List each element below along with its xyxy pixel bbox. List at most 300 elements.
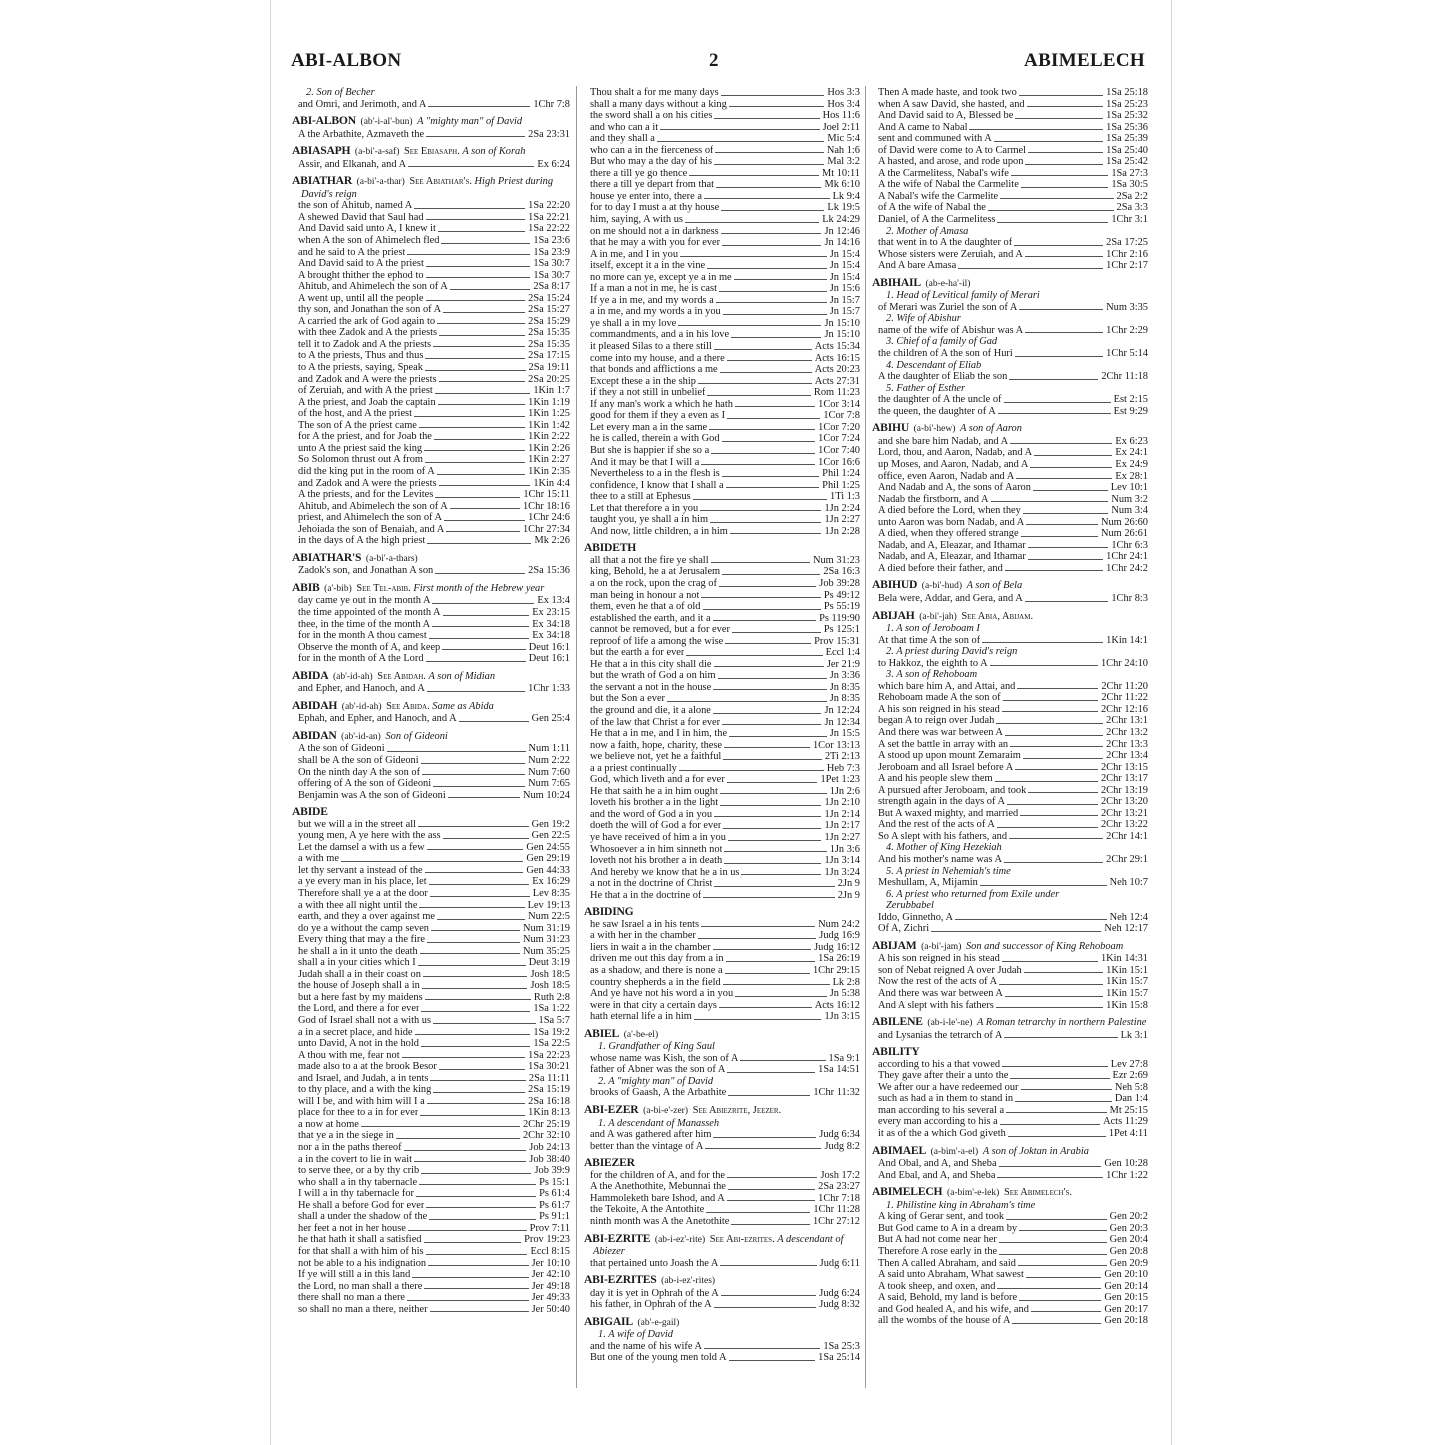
- scripture-reference: 1Chr 24:1: [1106, 551, 1148, 563]
- definition: Son and successor of King Rehoboam: [965, 940, 1124, 952]
- leader-rule: [1021, 536, 1098, 537]
- context-text: commandments, and a in his love: [590, 329, 730, 341]
- reference-line: [584, 410, 860, 422]
- scripture-reference: 2Chr 13:21: [1100, 807, 1148, 819]
- leader-rule: [720, 793, 827, 794]
- context-text: And Ebal, and A, and Sheba: [878, 1169, 996, 1181]
- leader-rule: [414, 416, 525, 417]
- leader-rule: [706, 1212, 810, 1213]
- scripture-reference: 2Chr 13:4: [1106, 750, 1148, 762]
- reference-line: [584, 272, 860, 284]
- context-text: a not in the doctrine of Christ: [590, 878, 713, 890]
- leader-rule: [1020, 815, 1098, 816]
- leader-rule: [723, 984, 830, 985]
- context-text: doeth the will of God a for ever: [590, 820, 722, 832]
- headword: ABIDETH: [584, 541, 637, 555]
- scripture-reference: Ps 91:1: [539, 1211, 570, 1223]
- leader-rule: [1016, 478, 1112, 479]
- context-text: did the king put in the room of A: [298, 465, 435, 477]
- reference-line: [584, 433, 860, 445]
- reference-line: [292, 1177, 570, 1189]
- scripture-reference: Mt 25:15: [1109, 1104, 1148, 1116]
- context-text: and A was gathered after him: [590, 1129, 712, 1141]
- context-text: which bare him A, and Attai, and: [878, 680, 1016, 692]
- reference-line: [872, 122, 1148, 134]
- scripture-reference: Phil 1:25: [822, 479, 860, 491]
- scripture-reference: Ps 61:7: [539, 1199, 570, 1211]
- reference-line: [292, 159, 570, 171]
- leader-rule: [714, 349, 812, 350]
- leader-rule: [1028, 792, 1098, 793]
- scripture-reference: Num 2:22: [528, 754, 570, 766]
- reference-line: [292, 1246, 570, 1258]
- scripture-reference: Gen 44:33: [526, 864, 570, 876]
- concordance-entry: [584, 1157, 860, 1227]
- scripture-reference: 1Chr 11:32: [813, 1087, 860, 1099]
- reference-line: [872, 635, 1148, 647]
- headword: ABIHAIL: [872, 275, 921, 289]
- reference-line: [584, 809, 860, 821]
- entry-heading: [292, 730, 570, 744]
- leader-rule: [735, 406, 815, 407]
- context-text: unto Aaron was born Nadab, and A: [878, 516, 1025, 528]
- reference-line: [292, 1050, 570, 1062]
- reference-line: [584, 1129, 860, 1141]
- context-text: Therefore A rose early in the: [878, 1245, 998, 1257]
- reference-line: [872, 692, 1148, 704]
- scripture-reference: Num 24:2: [818, 918, 860, 930]
- leader-rule: [1019, 309, 1103, 310]
- pronunciation: (a'-be-el): [623, 1029, 659, 1040]
- scripture-reference: 1Kin 15:7: [1106, 976, 1148, 988]
- headword: ABIATHAR: [292, 174, 353, 188]
- context-text: A died, when they offered strange: [878, 528, 1019, 540]
- context-text: taught you, ye shall a in him: [590, 514, 709, 526]
- reference-line: [584, 1087, 860, 1099]
- pronunciation: (a-bi'-jam): [921, 941, 962, 952]
- headword: ABILENE: [872, 1015, 923, 1029]
- headword: ABI-EZRITE: [584, 1231, 651, 1245]
- context-text: A hasted, and arose, and rode upon: [878, 156, 1024, 168]
- leader-rule: [988, 210, 1114, 211]
- entry-heading: [292, 700, 570, 714]
- leader-rule: [716, 187, 821, 188]
- definition: A Roman tetrarchy in northern Palestine: [976, 1017, 1147, 1029]
- sense-label: 1. A son of Jeroboam I: [886, 623, 980, 635]
- scripture-reference: 1Jn 2:27: [824, 514, 860, 526]
- context-text: if they a not still in unbelief: [590, 387, 706, 399]
- reference-line: [292, 524, 570, 536]
- context-text: Nadab, and A, Eleazar, and Ithamar: [878, 551, 1026, 563]
- leader-rule: [421, 1011, 530, 1012]
- leader-rule: [723, 828, 821, 829]
- context-text: the Lord, and there a for ever: [298, 1003, 420, 1015]
- context-text: a now at home: [298, 1118, 359, 1130]
- scripture-reference: 1Chr 24:6: [528, 512, 570, 524]
- context-text: A stood up upon mount Zemaraim: [878, 750, 1021, 762]
- scripture-reference: Acts 16:15: [814, 352, 860, 364]
- sense-label: 2. A priest during David's reign: [886, 646, 1018, 658]
- headword: ABIDE: [292, 805, 328, 819]
- pronunciation: (a-bi-e'-zer): [643, 1106, 689, 1117]
- scripture-reference: Num 22:5: [528, 911, 570, 923]
- scripture-reference: Jer 42:10: [531, 1269, 570, 1281]
- leader-rule: [361, 1126, 520, 1127]
- leader-rule: [426, 277, 531, 278]
- entry-heading: [292, 806, 570, 819]
- reference-line: [584, 774, 860, 786]
- leader-rule: [955, 919, 1107, 920]
- context-text: he that hath it shall a satisfied: [298, 1234, 422, 1246]
- leader-rule: [713, 620, 816, 621]
- reference-line: [584, 578, 860, 590]
- scripture-reference: Job 39:9: [534, 1165, 570, 1177]
- reference-line: [872, 394, 1148, 406]
- scripture-reference: Ps 119:90: [819, 612, 860, 624]
- context-text: And now, little children, a in him: [590, 525, 728, 537]
- reference-line: [292, 223, 570, 235]
- context-text: A died before their father, and: [878, 562, 1003, 574]
- leader-rule: [740, 1060, 825, 1061]
- scripture-reference: 1Sa 25:36: [1106, 121, 1148, 133]
- pronunciation: (ab'-id-ah): [341, 701, 382, 712]
- reference-line: [584, 844, 860, 856]
- scripture-reference: 2Chr 13:1: [1106, 715, 1148, 727]
- context-text: with thee Zadok and A the priests: [298, 327, 438, 339]
- context-text: man according to his several a: [878, 1104, 1005, 1116]
- definition: A son of Joktan in Arabia: [982, 1145, 1089, 1157]
- scripture-reference: Num 3:2: [1111, 493, 1148, 505]
- context-text: but a here fast by my maidens: [298, 991, 423, 1003]
- scripture-reference: 1Jn 3:15: [824, 1011, 860, 1023]
- reference-line: [292, 327, 570, 339]
- leader-rule: [729, 1360, 816, 1361]
- leader-rule: [1026, 524, 1098, 525]
- sense-label: 2. Mother of Amasa: [886, 225, 969, 237]
- reference-line: [292, 957, 570, 969]
- leader-rule: [1021, 187, 1109, 188]
- concordance-entry: [292, 175, 570, 547]
- context-text: A pursued after Jeroboam, and took: [878, 784, 1027, 796]
- scripture-reference: Acts 15:34: [814, 341, 860, 353]
- scripture-reference: 1Sa 25:14: [818, 1352, 860, 1364]
- reference-line: [584, 1299, 860, 1311]
- headword: ABI-EZER: [584, 1103, 639, 1117]
- reference-line: [292, 1234, 570, 1246]
- context-text: all the wombs of the house of A: [878, 1315, 1011, 1327]
- reference-line: [292, 1200, 570, 1212]
- context-text: for A the priest, and for Joab the: [298, 431, 432, 443]
- leader-rule: [723, 314, 827, 315]
- reference-line: [872, 237, 1148, 249]
- context-text: A the Carmelitess, Nabal's wife: [878, 167, 1009, 179]
- reference-line: [872, 1000, 1148, 1012]
- leader-rule: [716, 302, 827, 303]
- reference-line: [584, 341, 860, 353]
- reference-line: [872, 249, 1148, 261]
- reference-line: [584, 786, 860, 798]
- reference-line: [292, 619, 570, 631]
- scripture-reference: 1Jn 2:6: [829, 785, 860, 797]
- scripture-reference: Jer 49:33: [531, 1292, 570, 1304]
- context-text: a in me, and my words a in you: [590, 306, 721, 318]
- running-head-last-entry: ABIMELECH: [1024, 50, 1145, 71]
- leader-rule: [426, 136, 525, 137]
- reference-line: [292, 385, 570, 397]
- context-text: young men, A ye here with the ass: [298, 830, 441, 842]
- pronunciation: (a-bi'-a-saf): [354, 147, 400, 158]
- leader-rule: [711, 562, 810, 563]
- reference-line: [292, 247, 570, 259]
- reference-line: [584, 445, 860, 457]
- context-text: when A saw David, she hasted, and: [878, 98, 1025, 110]
- leader-rule: [448, 797, 520, 798]
- reference-line: [584, 1170, 860, 1182]
- reference-line: [584, 99, 860, 111]
- context-text: shall a under the shadow of the: [298, 1211, 428, 1223]
- scripture-reference: 1Cor 7:20: [818, 421, 860, 433]
- leader-rule: [435, 573, 525, 574]
- reference-line: [584, 110, 860, 122]
- context-text: If a man a not in me, he is cast: [590, 283, 717, 295]
- leader-rule: [724, 747, 810, 748]
- reference-line: [584, 237, 860, 249]
- reference-line: [872, 1246, 1148, 1258]
- context-text: ye shall a in my love: [590, 317, 677, 329]
- context-text: A set the battle in array with an: [878, 738, 1009, 750]
- leader-rule: [1030, 467, 1112, 468]
- leader-rule: [1031, 1311, 1102, 1312]
- context-text: Ephah, and Epher, and Hanoch, and A: [298, 713, 457, 725]
- reference-line: [872, 727, 1148, 739]
- context-text: of Zeruiah, and with A the priest: [298, 385, 433, 397]
- scripture-reference: Gen 20:9: [1109, 1257, 1148, 1269]
- reference-line: [292, 270, 570, 282]
- scripture-reference: Acts 11:29: [1103, 1116, 1148, 1128]
- reference-line: [872, 528, 1148, 540]
- leader-rule: [426, 1254, 528, 1255]
- leader-rule: [707, 268, 827, 269]
- context-text: And A slept with his fathers: [878, 999, 994, 1011]
- context-text: to thy place, and a with the king: [298, 1084, 432, 1096]
- reference-line: [292, 888, 570, 900]
- context-text: Except these a in the ship: [590, 375, 696, 387]
- scripture-reference: 2Sa 15:29: [528, 315, 570, 327]
- context-text: loveth not his brother a in death: [590, 855, 723, 867]
- leader-rule: [414, 208, 525, 209]
- reference-line: [584, 930, 860, 942]
- leader-rule: [1025, 256, 1103, 257]
- context-text: Now the rest of the acts of A: [878, 976, 998, 988]
- leader-rule: [713, 1137, 816, 1138]
- scripture-reference: 1Pet 1:23: [820, 774, 860, 786]
- pronunciation: (ab-i-ez'-rites): [661, 1276, 716, 1287]
- cross-reference: See Abida.: [386, 700, 430, 712]
- reference-line: [872, 406, 1148, 418]
- reference-line: [872, 1070, 1148, 1082]
- context-text: his father, in Ophrah of the A: [590, 1299, 712, 1311]
- headword: ABIASAPH: [292, 144, 351, 158]
- entry-heading: [584, 1316, 860, 1330]
- context-text: tell it to Zadok and A the priests: [298, 338, 432, 350]
- leader-rule: [459, 721, 529, 722]
- context-text: God, which liveth and a for ever: [590, 774, 725, 786]
- scripture-reference: Prov 19:23: [524, 1234, 570, 1246]
- headword: ABI-EZRITES: [584, 1273, 657, 1287]
- reference-line: [872, 819, 1148, 831]
- scripture-reference: 1Pet 4:11: [1108, 1128, 1148, 1140]
- context-text: established the earth, and it a: [590, 612, 711, 624]
- reference-line: [292, 304, 570, 316]
- context-text: And David said to A the priest: [298, 258, 424, 270]
- scripture-reference: Hos 3:4: [827, 98, 860, 110]
- leader-rule: [1017, 688, 1098, 689]
- reference-line: [584, 422, 860, 434]
- pronunciation: (a-bi'-a-thars): [365, 553, 418, 564]
- pronunciation: (a-bi'-hud): [921, 581, 963, 592]
- leader-rule: [734, 279, 827, 280]
- scripture-reference: Eccl 8:15: [530, 1245, 570, 1257]
- leader-rule: [1010, 1078, 1109, 1079]
- scripture-reference: Lk 9:4: [832, 190, 860, 202]
- reference-line: [292, 934, 570, 946]
- reference-line: [292, 281, 570, 293]
- reference-line: [292, 1073, 570, 1085]
- leader-rule: [689, 175, 819, 176]
- context-text: A said unto Abraham, What sawest: [878, 1269, 1024, 1281]
- context-text: And his mother's name was A: [878, 854, 1002, 865]
- leader-rule: [1027, 106, 1104, 107]
- context-text: a a priest continually: [590, 762, 677, 774]
- scripture-reference: Nah 1:6: [826, 144, 860, 156]
- concordance-entry: [872, 422, 1148, 574]
- leader-rule: [424, 1288, 528, 1289]
- reference-line: [584, 1141, 860, 1153]
- leader-rule: [430, 896, 530, 897]
- scripture-reference: Deut 16:1: [528, 641, 570, 653]
- scripture-reference: 1Cor 7:8: [823, 410, 860, 422]
- context-text: Benjamin was A the son of Gideoni: [298, 789, 446, 801]
- leader-rule: [735, 996, 827, 997]
- leader-rule: [725, 973, 810, 974]
- scripture-reference: Jn 15:4: [829, 248, 860, 260]
- concordance-entry: [872, 1016, 1148, 1041]
- scripture-reference: 2Sa 20:25: [528, 373, 570, 385]
- headword: ABIEL: [584, 1026, 620, 1040]
- scripture-reference: 2Chr 13:20: [1100, 796, 1148, 808]
- reference-line: [584, 526, 860, 538]
- scripture-reference: Deut 16:1: [528, 653, 570, 665]
- pronunciation: (ab-e-ha'-il): [925, 278, 971, 289]
- leader-rule: [420, 953, 520, 954]
- leader-rule: [439, 381, 526, 382]
- scripture-reference: Jn 8:35: [829, 693, 860, 705]
- reference-line: [292, 1304, 570, 1316]
- reference-line: [872, 1304, 1148, 1316]
- scripture-reference: Gen 20:10: [1104, 1269, 1148, 1281]
- concordance-entry: [292, 806, 570, 1315]
- reference-line: [292, 420, 570, 432]
- context-text: now a faith, hope, charity, these: [590, 739, 723, 751]
- reference-line: [292, 397, 570, 409]
- leader-rule: [1019, 95, 1103, 96]
- context-text: the children of A the son of Huri: [878, 348, 1013, 360]
- scripture-reference: Mk 6:10: [824, 179, 860, 191]
- scripture-reference: Jn 15:10: [824, 317, 860, 329]
- context-text: the queen, the daughter of A: [878, 405, 996, 417]
- context-text: place for thee to a in for ever: [298, 1107, 419, 1119]
- leader-rule: [418, 965, 526, 966]
- context-text: the ground and die, it a alone: [590, 704, 711, 716]
- reference-line: [292, 1061, 570, 1073]
- leader-rule: [416, 1196, 536, 1197]
- entry-heading: [584, 1104, 860, 1118]
- context-text: it as of the a which God giveth: [878, 1128, 1006, 1140]
- context-text: but the Son a ever: [590, 693, 666, 705]
- scripture-reference: Gen 20:17: [1104, 1303, 1148, 1315]
- sense-label: 1. A wife of David: [598, 1329, 673, 1341]
- scripture-reference: 1Ti 1:3: [830, 491, 860, 503]
- reference-line: [292, 1003, 570, 1015]
- leader-rule: [422, 774, 525, 775]
- headword: ABIB: [292, 580, 320, 594]
- context-text: But A had not come near her: [878, 1234, 997, 1246]
- scripture-reference: 1Chr 27:34: [522, 523, 570, 535]
- context-text: the Lord, no man shall a there: [298, 1280, 423, 1292]
- reference-line: [584, 1193, 860, 1205]
- scripture-reference: Jn 12:46: [824, 225, 860, 237]
- scripture-reference: 2Sa 15:36: [528, 565, 570, 577]
- leader-rule: [408, 1230, 527, 1231]
- scripture-reference: Num 31:23: [522, 934, 570, 946]
- scripture-reference: 1Jn 3:6: [829, 843, 860, 855]
- scripture-reference: 1Cor 7:40: [818, 444, 860, 456]
- context-text: driven me out this day from a in: [590, 953, 724, 965]
- scripture-reference: Job 24:13: [529, 1142, 570, 1154]
- context-text: itself, except it a in the vine: [590, 260, 706, 272]
- reference-line: [584, 364, 860, 376]
- leader-rule: [994, 141, 1103, 142]
- scripture-reference: 1Sa 25:39: [1106, 133, 1148, 145]
- cross-reference: See Abi-ezrites.: [709, 1233, 775, 1245]
- context-text: Nevertheless to a in the flesh is: [590, 468, 720, 480]
- leader-rule: [429, 638, 529, 639]
- context-text: let thy servant a instead of the: [298, 864, 423, 876]
- reference-line: [584, 601, 860, 613]
- leader-rule: [434, 439, 525, 440]
- context-text: but the earth a for ever: [590, 647, 685, 659]
- leader-rule: [437, 323, 525, 324]
- entry-heading: [872, 1186, 1148, 1200]
- context-text: as a shadow, and there is none a: [590, 965, 723, 977]
- sense-label: 1. Head of Levitical family of Merari: [886, 290, 1040, 302]
- column-divider: [576, 86, 577, 1388]
- leader-rule: [404, 1150, 527, 1151]
- scripture-reference: Judg 8:32: [819, 1299, 860, 1311]
- leader-rule: [1028, 547, 1108, 548]
- context-text: A brought thither the ephod to: [298, 269, 424, 281]
- scripture-reference: 2Chr 13:15: [1100, 761, 1148, 773]
- reference-line: [292, 819, 570, 831]
- context-text: A carried the ark of God again to: [298, 315, 436, 327]
- reference-line: [584, 890, 860, 902]
- reference-line: [292, 1084, 570, 1096]
- leader-rule: [414, 1161, 526, 1162]
- leader-rule: [396, 1138, 520, 1139]
- definition: Same as Abida: [432, 700, 494, 712]
- context-text: nor a in the paths thereof: [298, 1142, 402, 1154]
- reference-line: [872, 505, 1148, 517]
